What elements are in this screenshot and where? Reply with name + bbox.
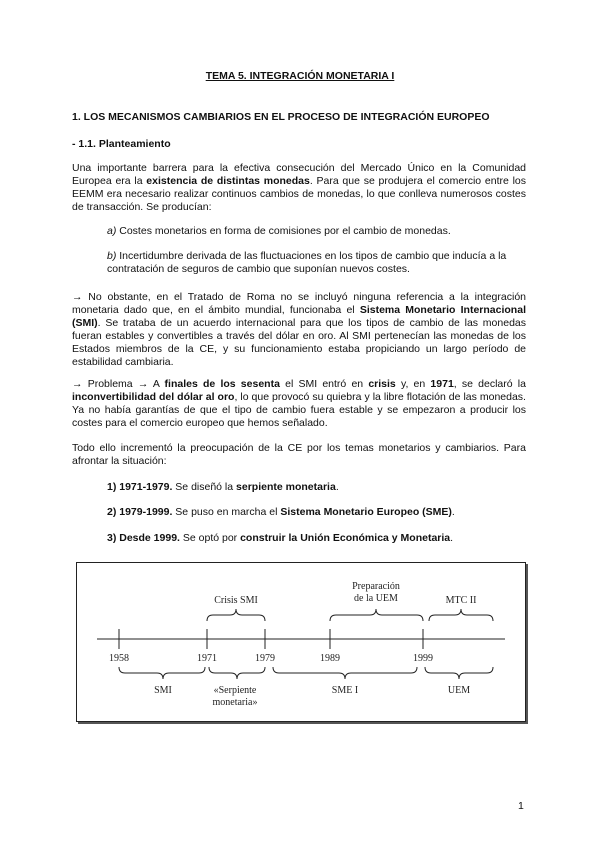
year-label: 1971: [197, 653, 217, 664]
subsection-heading: - 1.1. Planteamiento: [72, 138, 171, 150]
section-heading: 1. LOS MECANISMOS CAMBIARIOS EN EL PROCESO DE INTEGRACIÓN EUROPEO: [72, 111, 490, 123]
label-mtc-ii: MTC II: [445, 595, 477, 606]
document-title: TEMA 5. INTEGRACIÓN MONETARIA I: [205, 70, 395, 82]
timeline-figure: [76, 562, 526, 722]
brace-uem: [425, 667, 493, 679]
label-preparation: Preparación: [352, 581, 400, 592]
stage-item: 1) 1971-1979. Se diseñó la serpiente monetaria.: [107, 481, 339, 493]
brace-serpiente: [209, 667, 265, 679]
year-label: 1989: [320, 653, 340, 664]
label-serpiente: «Serpiente: [213, 685, 257, 696]
label-de-la-uem: de la UEM: [354, 593, 398, 604]
label-smi: SMI: [154, 685, 172, 696]
list-item-a: a) Costes monetarios en forma de comisiones por el cambio de monedas.: [107, 225, 451, 237]
paragraph-problem: → Problema → A finales de los sesenta el SMI entró en crisis y, en 1971, se declaró la inconvertibilidad del dólar al oro, lo que provocó su quiebra y la libre flotación de las monedas. Ya no había garantías de que el tipo de cambio fuera estable y se empezaron a producir los costes para el comercio europeo que hemos señalado.: [72, 378, 526, 429]
brace-sme: [273, 667, 417, 679]
paragraph-intro: Una importante barrera para la efectiva consecución del Mercado Único en la Comunidad Europea era la existencia de distintas monedas. Para que se produjera el comercio entre los EEMM era necesario realizar continuos cambios de monedas, lo que conlleva numerosos costes de transacción. Se producían:: [72, 162, 526, 213]
year-label: 1979: [255, 653, 275, 664]
paragraph-concern: Todo ello incrementó la preocupación de la CE por los temas monetarios y cambiarios. Para afrontar la situación:: [72, 442, 526, 467]
page-number: 1: [518, 800, 524, 812]
brace-preparation: [330, 609, 423, 621]
stage-item: 3) Desde 1999. Se optó por construir la Unión Económica y Monetaria.: [107, 532, 454, 544]
brace-mtc: [429, 609, 493, 621]
brace-smi: [119, 667, 205, 679]
label-crisis-smi: Crisis SMI: [214, 595, 258, 606]
label-sme-i: SME I: [331, 685, 359, 696]
brace-crisis: [207, 609, 265, 621]
list-item-b: b) Incertidumbre derivada de las fluctuaciones en los tipos de cambio que inducía a la contratación de seguros de cambio que suponían nuevos costes.: [107, 250, 507, 275]
timeline-diagram: [77, 563, 525, 721]
stage-item: 2) 1979-1999. Se puso en marcha el Sistema Monetario Europeo (SME).: [107, 506, 455, 518]
label-uem: UEM: [447, 685, 471, 696]
year-label: 1999: [413, 653, 433, 664]
year-label: 1958: [109, 653, 129, 664]
paragraph-smi: → No obstante, en el Tratado de Roma no se incluyó ninguna referencia a la integración monetaria dado que, en el ámbito mundial, funcionaba el Sistema Monetario Internacional (SMI). Se trataba de un acuerdo internacional para que los tipos de cambio de las monedas fueran estables y convertibles a través del dólar en oro. Al SMI pertenecían las monedas de los Estados miembros de la CE, y su funcionamiento estaba propiciando un largo período de estabilidad cambiaria.: [72, 291, 526, 368]
label-monetaria: monetaria»: [212, 697, 258, 708]
